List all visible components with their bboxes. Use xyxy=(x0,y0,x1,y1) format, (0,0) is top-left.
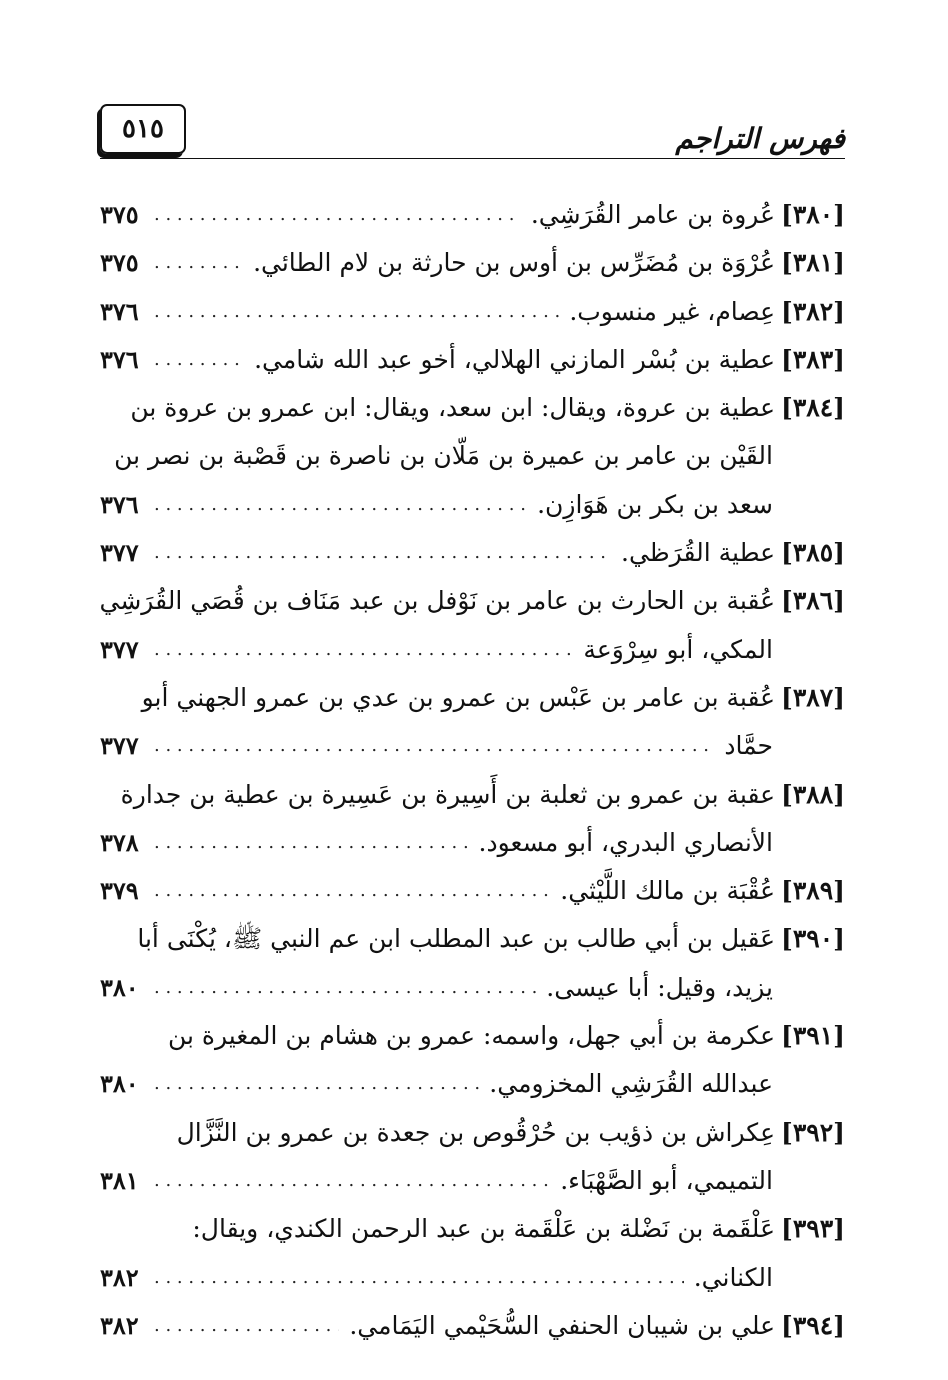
index-entry-line xyxy=(100,481,845,529)
index-entry-line xyxy=(100,239,845,287)
entry-page-number: ٣٨٢ xyxy=(100,1262,139,1292)
entry-name: عطية بن بُسْر المازني الهلالي، أخو عبد الله شامي. xyxy=(254,344,776,374)
dot-leader xyxy=(154,481,527,529)
dot-leader xyxy=(154,867,550,915)
entry-number: [٣٨٩] xyxy=(781,876,845,906)
entry-name: عُقبة بن الحارث بن عامر بن نَوْفل بن عبد مَنَاف بن قُصَي القُرَشِي xyxy=(99,586,776,616)
entry-name: الكناني. xyxy=(693,1262,773,1292)
entry-name: عَقيل بن أبي طالب بن عبد المطلب ابن عم النبي ﷺ، يُكْنَى أبا xyxy=(137,924,776,954)
index-entry-line xyxy=(100,626,845,674)
running-title: فهرس التراجم xyxy=(675,122,845,155)
dot-leader xyxy=(154,964,536,1012)
index-entry-line xyxy=(100,1109,845,1157)
entry-name: المكي، أبو سِرْوَعة xyxy=(583,634,773,664)
entry-name: عطية القُرَظي. xyxy=(621,538,776,568)
dot-leader xyxy=(154,191,521,239)
entry-page-number: ٣٧٥ xyxy=(100,200,139,229)
entry-number: [٣٨٧] xyxy=(781,682,845,712)
entry-page-number: ٣٧٦ xyxy=(100,489,139,519)
entry-name: عُروة بن عامر القُرَشِي. xyxy=(530,200,776,229)
index-entry-line xyxy=(100,336,845,384)
entry-name: عطية بن عروة، ويقال: ابن سعد، ويقال: ابن عمرو بن عروة بن xyxy=(130,393,776,423)
entry-number: [٣٩١] xyxy=(781,1021,845,1051)
entry-page-number: ٣٧٩ xyxy=(100,876,139,906)
dot-leader xyxy=(154,288,559,336)
page-number-box xyxy=(100,104,186,154)
entry-name: الأنصاري البدري، أبو مسعود. xyxy=(478,827,773,857)
page-number: ٥١٥ xyxy=(122,114,164,144)
entry-number: [٣٩٠] xyxy=(781,924,845,954)
entry-page-number: ٣٧٧ xyxy=(100,538,139,568)
entry-page-number: ٣٧٥ xyxy=(100,248,139,278)
index-entry-line xyxy=(100,674,845,722)
index-entry-line xyxy=(100,1254,845,1302)
index-entry-line xyxy=(100,1060,845,1108)
entry-number: [٣٩٤] xyxy=(781,1310,845,1340)
index-entry-line xyxy=(100,771,845,819)
entry-name: عِصام، غير منسوب. xyxy=(569,296,776,326)
entry-name: عُقْبَة بن مالك اللَّيْثي. xyxy=(560,876,776,906)
entry-number: [٣٨٣] xyxy=(781,344,845,374)
dot-leader xyxy=(154,1254,684,1302)
entry-page-number: ٣٨٢ xyxy=(100,1310,139,1340)
dot-leader xyxy=(154,1060,479,1108)
index-entry-line xyxy=(100,529,845,577)
entry-name: سعد بن بكر بن هَوَازِن. xyxy=(537,489,773,519)
dot-leader xyxy=(154,626,573,674)
entry-name: عَلْقَمة بن نَضْلة بن عَلْقَمة بن عبد الرحمن الكندي، ويقال: xyxy=(192,1214,776,1244)
dot-leader xyxy=(154,336,244,384)
page-header xyxy=(100,100,845,162)
entry-number: [٣٨٠] xyxy=(781,200,845,229)
index-entry-line xyxy=(100,1157,845,1205)
entry-number: [٣٨٥] xyxy=(781,538,845,568)
entry-page-number: ٣٨١ xyxy=(100,1165,139,1195)
entry-name: التميمي، أبو الصَّهْبَاء. xyxy=(560,1165,773,1195)
entry-page-number: ٣٧٧ xyxy=(100,634,139,664)
index-entry-line xyxy=(100,964,845,1012)
index-entry-line xyxy=(100,577,845,625)
dot-leader xyxy=(154,1157,550,1205)
dot-leader xyxy=(154,529,611,577)
index-entry-line xyxy=(100,819,845,867)
header-rule xyxy=(100,158,845,159)
index-entry-line xyxy=(100,1302,845,1350)
index-entry-line xyxy=(100,722,845,770)
index-entry-line xyxy=(100,915,845,963)
dot-leader xyxy=(154,819,469,867)
index-entry-line xyxy=(100,432,845,480)
dot-leader xyxy=(154,239,243,287)
entry-page-number: ٣٨٠ xyxy=(100,1069,139,1099)
entry-number: [٣٨٨] xyxy=(781,779,845,809)
entry-page-number: ٣٧٦ xyxy=(100,296,139,326)
entry-name: عكرمة بن أبي جهل، واسمه: عمرو بن هشام بن المغيرة بن xyxy=(167,1021,776,1051)
dot-leader xyxy=(154,722,714,770)
entry-number: [٣٩٢] xyxy=(781,1117,845,1147)
entry-number: [٣٩٣] xyxy=(781,1214,845,1244)
index-entry-line xyxy=(100,1205,845,1253)
entry-name: عُرْوَة بن مُضَرِّس بن أوس بن حارثة بن لام الطائي. xyxy=(253,248,776,278)
entry-name: عُقبة بن عامر بن عَبْس بن عمرو بن عدي بن عمرو الجهني أبو xyxy=(141,682,776,712)
index-entry-line xyxy=(100,1012,845,1060)
entry-name: القَيْن بن عامر بن عميرة بن مَلّان بن ناصرة بن قَصْبة بن نصر بن xyxy=(114,441,773,471)
entry-page-number: ٣٧٨ xyxy=(100,827,139,857)
entry-name: عقبة بن عمرو بن ثعلبة بن أَسِيرة بن عَسِيرة بن عطية بن جدارة xyxy=(120,779,776,809)
index-entry-line xyxy=(100,384,845,432)
index-entry-line xyxy=(100,288,845,336)
entry-name: عبدالله القُرَشِي المخزومي. xyxy=(489,1069,773,1099)
entry-number: [٣٨٢] xyxy=(781,296,845,326)
entry-number: [٣٨٤] xyxy=(781,393,845,423)
entry-name: عِكراش بن ذؤيب بن حُرْقُوص بن جعدة بن عمرو بن النَّزَّال xyxy=(176,1117,776,1147)
entry-number: [٣٨٦] xyxy=(781,586,845,616)
index-entry-line xyxy=(100,867,845,915)
entry-name: حمَّاد xyxy=(724,731,773,761)
entry-page-number: ٣٧٧ xyxy=(100,731,139,761)
entry-name: علي بن شيبان الحنفي السُّحَيْمي اليَمَامي. xyxy=(349,1310,776,1340)
entry-number: [٣٨١] xyxy=(781,248,845,278)
entry-page-number: ٣٨٠ xyxy=(100,972,139,1002)
entry-page-number: ٣٧٦ xyxy=(100,344,139,374)
entry-name: يزيد، وقيل: أبا عيسى. xyxy=(546,972,773,1002)
dot-leader xyxy=(154,1302,339,1350)
index-entry-line xyxy=(100,191,845,239)
index-entries xyxy=(100,191,845,1350)
